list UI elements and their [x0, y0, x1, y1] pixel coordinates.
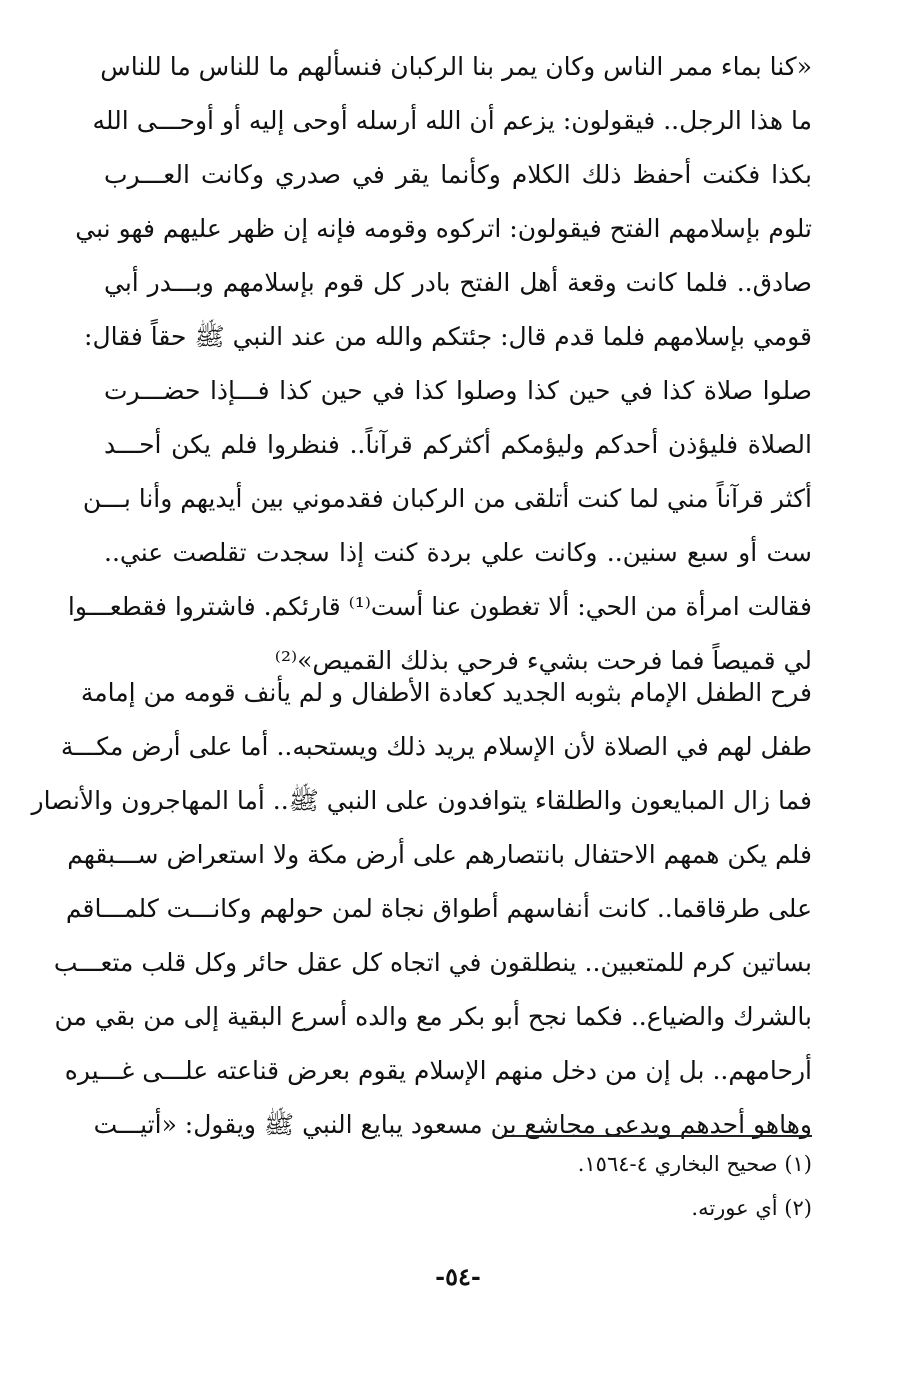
text-line: طفل لهم في الصلاة لأن الإسلام يريد ذلك ويستحبه.. أما على أرض مكـــة	[60, 732, 812, 761]
text-line: تلوم بإسلامهم الفتح فيقولون: اتركوه وقومه فإنه إن ظهر عليهم فهو نبي	[75, 214, 812, 243]
text-line: أكثر قرآناً مني لما كنت أتلقى من الركبان فقدموني بين أيديهم وأنا بـــن	[82, 484, 812, 513]
text-line: فلم يكن همهم الاحتفال بانتصارهم على أرض مكة ولا استعراض ســـبقهم	[67, 840, 812, 869]
paragraph-commentary	[31, 666, 812, 1152]
text-line: الصلاة فليؤذن أحدكم وليؤمكم أكثركم قرآناً.. فنظروا فلم يكن أحـــد	[104, 430, 812, 459]
text-line: لي قميصاً فما فرحت بشيء فرحي بذلك القميص»⁽²⁾	[274, 646, 812, 675]
text-line: فقالت امرأة من الحي: ألا تغطون عنا أست⁽¹⁾ قارئكم. فاشتروا فقطعـــوا	[67, 592, 812, 621]
text-line: بساتين كرم للمتعبين.. ينطلقون في اتجاه كل عقل حائر وكل قلب متعـــب	[53, 948, 812, 977]
footnote-1: (١) صحيح البخاري ٤-١٥٦٤.	[577, 1152, 812, 1176]
text-line: على طرقاقما.. كانت أنفاسهم أطواق نجاة لمن حولهم وكانـــت كلمـــاقم	[65, 894, 812, 923]
text-line: ست أو سبع سنين.. وكانت علي بردة كنت إذا سجدت تقلصت عني..	[104, 538, 812, 567]
footnote-2: (٢) أي عورته.	[691, 1196, 812, 1220]
page-number: -٥٤-	[435, 1262, 481, 1291]
text-line: بالشرك والضياع.. فكما نجح أبو بكر مع والده أسرع البقية إلى من بقي من	[54, 1002, 812, 1031]
paragraph-narration	[67, 40, 812, 688]
text-line: قومي بإسلامهم فلما قدم قال: جئتكم والله من عند النبي ﷺ حقاً فقال:	[84, 322, 812, 351]
text-line: بكذا فكنت أحفظ ذلك الكلام وكأنما يقر في صدري وكانت العـــرب	[104, 160, 812, 189]
footnote-divider	[502, 1135, 812, 1137]
text-line: «كنا بماء ممر الناس وكان يمر بنا الركبان فنسألهم ما للناس ما للناس	[100, 52, 812, 81]
text-line: فما زال المبايعون والطلقاء يتوافدون على النبي ﷺ.. أما المهاجرون والأنصار	[31, 786, 812, 815]
text-line: وهاهو أحدهم ويدعى مجاشع بن مسعود يبايع النبي ﷺ ويقول: «أتيـــت	[93, 1110, 812, 1139]
footnotes	[104, 1142, 812, 1230]
text-line: ما هذا الرجل.. فيقولون: يزعم أن الله أرسله أوحى إليه أو أوحـــى الله	[92, 106, 812, 135]
text-line: أرحامهم.. بل إن من دخل منهم الإسلام يقوم بعرض قناعته علـــى غـــيره	[64, 1056, 812, 1085]
text-line: صلوا صلاة كذا في حين كذا وصلوا كذا في حين كذا فـــإذا حضـــرت	[104, 376, 812, 405]
text-line: صادق.. فلما كانت وقعة أهل الفتح بادر كل قوم بإسلامهم وبـــدر أبي	[104, 268, 812, 297]
text-line: فرح الطفل الإمام بثوبه الجديد كعادة الأطفال و لم يأنف قومه من إمامة	[80, 678, 812, 707]
